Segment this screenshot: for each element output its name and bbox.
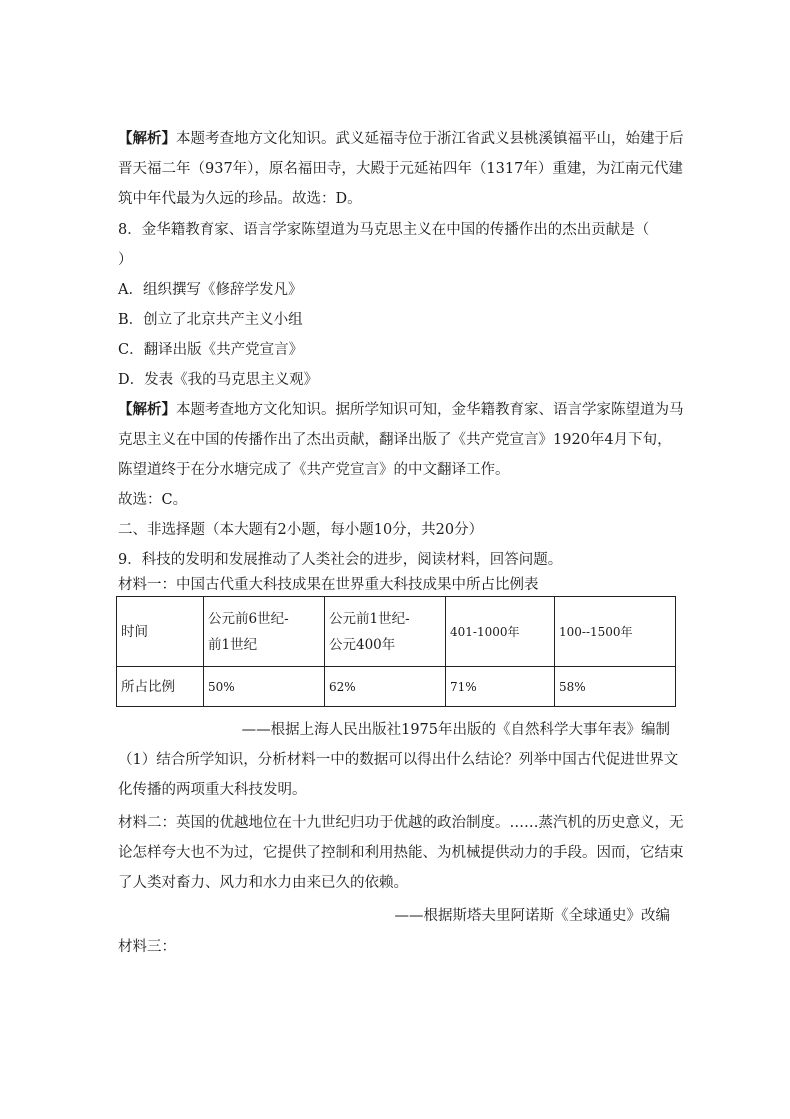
table-row xyxy=(117,667,676,707)
table-cell: 公元前6世纪- 前1世纪 xyxy=(204,597,325,667)
q7-analysis-line-2: 晋天福二年（937年），原名福田寺，大殿于元延祐四年（1317年）重建，为江南元代建 xyxy=(118,161,683,177)
table-cell: 50% xyxy=(204,667,325,707)
table-cell: 401-1000年 xyxy=(446,597,555,667)
material-1-source: ——根据上海人民出版社1975年出版的《自然科学大事年表》编制 xyxy=(241,722,670,738)
material-2-source: ——根据斯塔夫里阿诺斯《全球通史》改编 xyxy=(394,908,670,924)
table-row xyxy=(117,597,676,667)
q8-option-d: D．发表《我的马克思主义观》 xyxy=(118,372,319,388)
section-2-heading: 二、非选择题（本大题有2小题，每小题10分，共20分） xyxy=(118,522,484,538)
table-cell: 公元前1世纪- 公元400年 xyxy=(325,597,446,667)
material-2-line-1: 材料二：英国的优越地位在十九世纪归功于优越的政治制度。……蒸汽机的历史意义，无 xyxy=(118,815,684,831)
q8-option-a: A．组织撰写《修辞学发凡》 xyxy=(118,282,303,298)
material-3-title: 材料三： xyxy=(118,939,176,955)
q8-analysis-line-1: 【解析】本题考查地方文化知识。据所学知识可知，金华籍教育家、语言学家陈望道为马 xyxy=(118,401,684,418)
sub-question-1-line-1: （1）结合所学知识，分析材料一中的数据可以得出什么结论？列举中国古代促进世界文 xyxy=(118,752,679,768)
table-cell: 58% xyxy=(555,667,676,707)
ratio-table xyxy=(116,596,676,707)
q8-option-b: B．创立了北京共产主义小组 xyxy=(118,312,303,328)
q8-answer: 故选：C。 xyxy=(118,492,188,508)
table-cell: 时间 xyxy=(117,597,204,667)
q9-stem: 9．科技的发明和发展推动了人类社会的进步，阅读材料，回答问题。 xyxy=(118,552,563,568)
table-cell: 62% xyxy=(325,667,446,707)
sub-question-1-line-2: 化传播的两项重大科技发明。 xyxy=(118,782,307,798)
analysis-label: 【解析】 xyxy=(118,401,176,418)
q8-stem-line-2: ） xyxy=(118,252,133,268)
q8-analysis-line-3: 陈望道终于在分水塘完成了《共产党宣言》的中文翻译工作。 xyxy=(118,462,510,478)
q7-analysis-line-1: 【解析】本题考查地方文化知识。武义延福寺位于浙江省武义县桃溪镇福平山，始建于后 xyxy=(118,130,684,147)
table-cell: 71% xyxy=(446,667,555,707)
q8-analysis-line-2: 克思主义在中国的传播作出了杰出贡献，翻译出版了《共产党宣言》1920年4月下旬， xyxy=(118,432,672,448)
table-cell: 所占比例 xyxy=(117,667,204,707)
analysis-label: 【解析】 xyxy=(118,130,176,147)
q8-stem-line-1: 8．金华籍教育家、语言学家陈望道为马克思主义在中国的传播作出的杰出贡献是（ xyxy=(118,222,650,238)
q7-analysis-line-3: 筑中年代最为久远的珍品。故选：D。 xyxy=(118,191,362,207)
material-2-line-3: 了人类对畜力、风力和水力由来已久的依赖。 xyxy=(118,875,408,891)
table-cell: 100--1500年 xyxy=(555,597,676,667)
material-2-line-2: 论怎样夸大也不为过，它提供了控制和利用热能、为机械提供动力的手段。因而，它结束 xyxy=(118,845,684,861)
q8-option-c: C．翻译出版《共产党宣言》 xyxy=(118,342,304,358)
material-1-title: 材料一：中国古代重大科技成果在世界重大科技成果中所占比例表 xyxy=(118,577,539,593)
